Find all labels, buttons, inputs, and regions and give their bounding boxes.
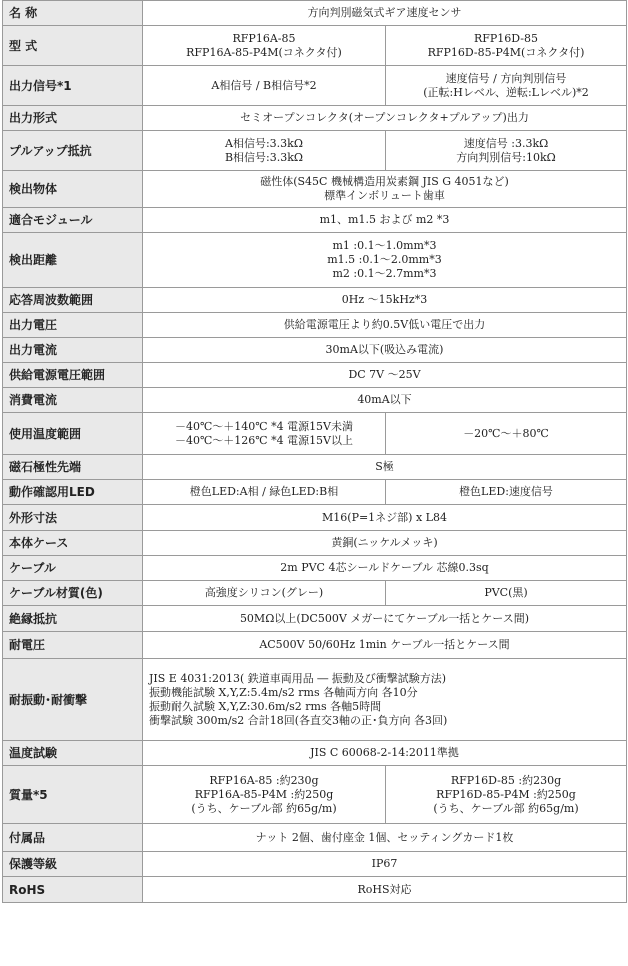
value-supply-voltage: DC 7V ～25V — [143, 363, 627, 388]
row-consumption — [3, 388, 627, 413]
label-target: 検出物体 — [3, 171, 143, 208]
label-module: 適合モジュール — [3, 208, 143, 233]
label-supply-voltage: 供給電源電圧範囲 — [3, 363, 143, 388]
value-out-voltage: 供給電源電圧より約0.5V低い電圧で出力 — [143, 313, 627, 338]
label-mass: 質量*5 — [3, 766, 143, 824]
label-withstand: 耐電圧 — [3, 632, 143, 659]
label-pole: 磁石極性先端 — [3, 455, 143, 480]
row-module — [3, 208, 627, 233]
value-case: 黄銅(ニッケルメッキ) — [143, 531, 627, 556]
value-temp-test: JIS C 60068-2-14:2011準拠 — [143, 741, 627, 766]
value-model-d — [386, 26, 627, 66]
vibration-line: 振動機能試験 X,Y,Z:5.4m/s2 rms 各軸両方向 各10分 — [149, 685, 418, 699]
model-a-line: RFP16A-85-P4M(コネクタ付) — [186, 45, 342, 59]
label-cable-material: ケーブル材質(色) — [3, 581, 143, 606]
row-distance — [3, 233, 627, 288]
row-out-voltage — [3, 313, 627, 338]
row-case — [3, 531, 627, 556]
value-cable: 2m PVC 4芯シールドケーブル 芯線0.3sq — [143, 556, 627, 581]
mass-d-line: RFP16D-85 :約230g — [450, 773, 562, 787]
label-vibration: 耐振動･耐衝撃 — [3, 659, 143, 741]
label-out-current: 出力電流 — [3, 338, 143, 363]
value-output-signal-d — [386, 66, 627, 106]
row-pole — [3, 455, 627, 480]
value-cable-material-d: PVC(黒) — [386, 581, 627, 606]
pullup-d-line: 速度信号 :3.3kΩ — [463, 136, 549, 150]
row-pullup — [3, 131, 627, 171]
vibration-line: 振動耐久試験 X,Y,Z:30.6m/s2 rms 各軸5時間 — [149, 699, 382, 713]
mass-d-line: RFP16D-85-P4M :約250g — [436, 787, 576, 801]
row-protection — [3, 852, 627, 877]
row-name — [3, 1, 627, 26]
label-insulation: 絶縁抵抗 — [3, 606, 143, 632]
model-a-line: RFP16A-85 — [232, 31, 296, 45]
vibration-line: JIS E 4031:2013( 鉄道車両用品 ― 振動及び衝撃試験方法) — [149, 671, 447, 685]
target-line: 標準インボリュート歯車 — [324, 189, 445, 202]
label-case: 本体ケース — [3, 531, 143, 556]
distance-line: m1 :0.1～1.0mm*3 — [332, 239, 437, 252]
target-line: 磁性体(S45C 機械構造用炭素鋼 JIS G 4051など) — [260, 175, 509, 188]
row-freq — [3, 288, 627, 313]
label-name: 名 称 — [3, 1, 143, 26]
output-signal-d-line: 速度信号 / 方向判別信号 — [445, 71, 567, 85]
value-target — [143, 171, 627, 208]
label-output-signal: 出力信号*1 — [3, 66, 143, 106]
row-target — [3, 171, 627, 208]
output-signal-d-line: (正転:Hレベル、逆転:Lレベル)*2 — [423, 85, 589, 99]
value-freq: 0Hz ～15kHz*3 — [143, 288, 627, 313]
value-protection: IP67 — [143, 852, 627, 877]
distance-line: m2 :0.1～2.7mm*3 — [332, 267, 437, 280]
value-dimension: M16(P=1ネジ部) x L84 — [143, 505, 627, 531]
value-model-a — [143, 26, 386, 66]
pullup-a-line: A相信号:3.3kΩ — [225, 136, 303, 150]
value-distance — [143, 233, 627, 288]
label-out-voltage: 出力電圧 — [3, 313, 143, 338]
row-supply-voltage — [3, 363, 627, 388]
pullup-d-line: 方向判別信号:10kΩ — [456, 150, 556, 164]
row-cable-material — [3, 581, 627, 606]
model-d-line: RFP16D-85-P4M(コネクタ付) — [427, 45, 585, 59]
vibration-line: 衝撃試験 300m/s2 合計18回(各直交3軸の正･負方向 各3回) — [149, 713, 448, 727]
value-module: m1、m1.5 および m2 *3 — [143, 208, 627, 233]
row-withstand — [3, 632, 627, 659]
row-mass — [3, 766, 627, 824]
value-pullup-d — [386, 131, 627, 171]
value-led-d: 橙色LED:速度信号 — [386, 480, 627, 505]
model-d-line: RFP16D-85 — [473, 31, 539, 45]
value-consumption: 40mA以下 — [143, 388, 627, 413]
row-output-signal — [3, 66, 627, 106]
label-temp-test: 温度試験 — [3, 741, 143, 766]
value-withstand: AC500V 50/60Hz 1min ケーブル一括とケース間 — [143, 632, 627, 659]
row-dimension — [3, 505, 627, 531]
row-cable — [3, 556, 627, 581]
label-freq: 応答周波数範囲 — [3, 288, 143, 313]
label-distance: 検出距離 — [3, 233, 143, 288]
label-consumption: 消費電流 — [3, 388, 143, 413]
value-cable-material-a: 高強度シリコン(グレー) — [143, 581, 386, 606]
value-out-current: 30mA以下(吸込み電流) — [143, 338, 627, 363]
spec-table — [2, 0, 627, 903]
pullup-a-line: B相信号:3.3kΩ — [224, 150, 304, 164]
label-model: 型 式 — [3, 26, 143, 66]
label-rohs: RoHS — [3, 877, 143, 903]
row-led — [3, 480, 627, 505]
mass-a-line: (うち、ケーブル部 約65g/m) — [191, 801, 337, 815]
label-cable: ケーブル — [3, 556, 143, 581]
value-rohs: RoHS対応 — [143, 877, 627, 903]
row-model — [3, 26, 627, 66]
value-mass-d — [386, 766, 627, 824]
label-pullup: プルアップ抵抗 — [3, 131, 143, 171]
row-insulation — [3, 606, 627, 632]
mass-a-line: RFP16A-85-P4M :約250g — [194, 787, 334, 801]
value-name: 方向判別磁気式ギア速度センサ — [143, 1, 627, 26]
label-output-type: 出力形式 — [3, 106, 143, 131]
temp-a-line: －40℃～＋126℃ *4 電源15V以上 — [174, 433, 354, 447]
value-pullup-a — [143, 131, 386, 171]
value-accessories: ナット 2個、歯付座金 1個、セッティングカード1枚 — [143, 824, 627, 852]
value-led-a: 橙色LED:A相 / 緑色LED:B相 — [143, 480, 386, 505]
temp-a-line: －40℃～＋140℃ *4 電源15V未満 — [174, 419, 354, 433]
value-output-type: セミオープンコレクタ(オープンコレクタ+プルアップ)出力 — [143, 106, 627, 131]
label-dimension: 外形寸法 — [3, 505, 143, 531]
mass-d-line: (うち、ケーブル部 約65g/m) — [433, 801, 579, 815]
distance-line: m1.5 :0.1～2.0mm*3 — [327, 253, 442, 266]
row-rohs — [3, 877, 627, 903]
row-vibration — [3, 659, 627, 741]
value-output-signal-a: A相信号 / B相信号*2 — [143, 66, 386, 106]
label-led: 動作確認用LED — [3, 480, 143, 505]
row-temp-test — [3, 741, 627, 766]
label-temp: 使用温度範囲 — [3, 413, 143, 455]
value-mass-a — [143, 766, 386, 824]
row-accessories — [3, 824, 627, 852]
value-vibration — [143, 659, 627, 741]
row-out-current — [3, 338, 627, 363]
value-temp-d: －20℃～＋80℃ — [386, 413, 627, 455]
row-temp — [3, 413, 627, 455]
label-protection: 保護等級 — [3, 852, 143, 877]
value-insulation: 50MΩ以上(DC500V メガーにてケーブル一括とケース間) — [143, 606, 627, 632]
label-accessories: 付属品 — [3, 824, 143, 852]
row-output-type — [3, 106, 627, 131]
mass-a-line: RFP16A-85 :約230g — [209, 773, 319, 787]
value-temp-a — [143, 413, 386, 455]
value-pole: S極 — [143, 455, 627, 480]
